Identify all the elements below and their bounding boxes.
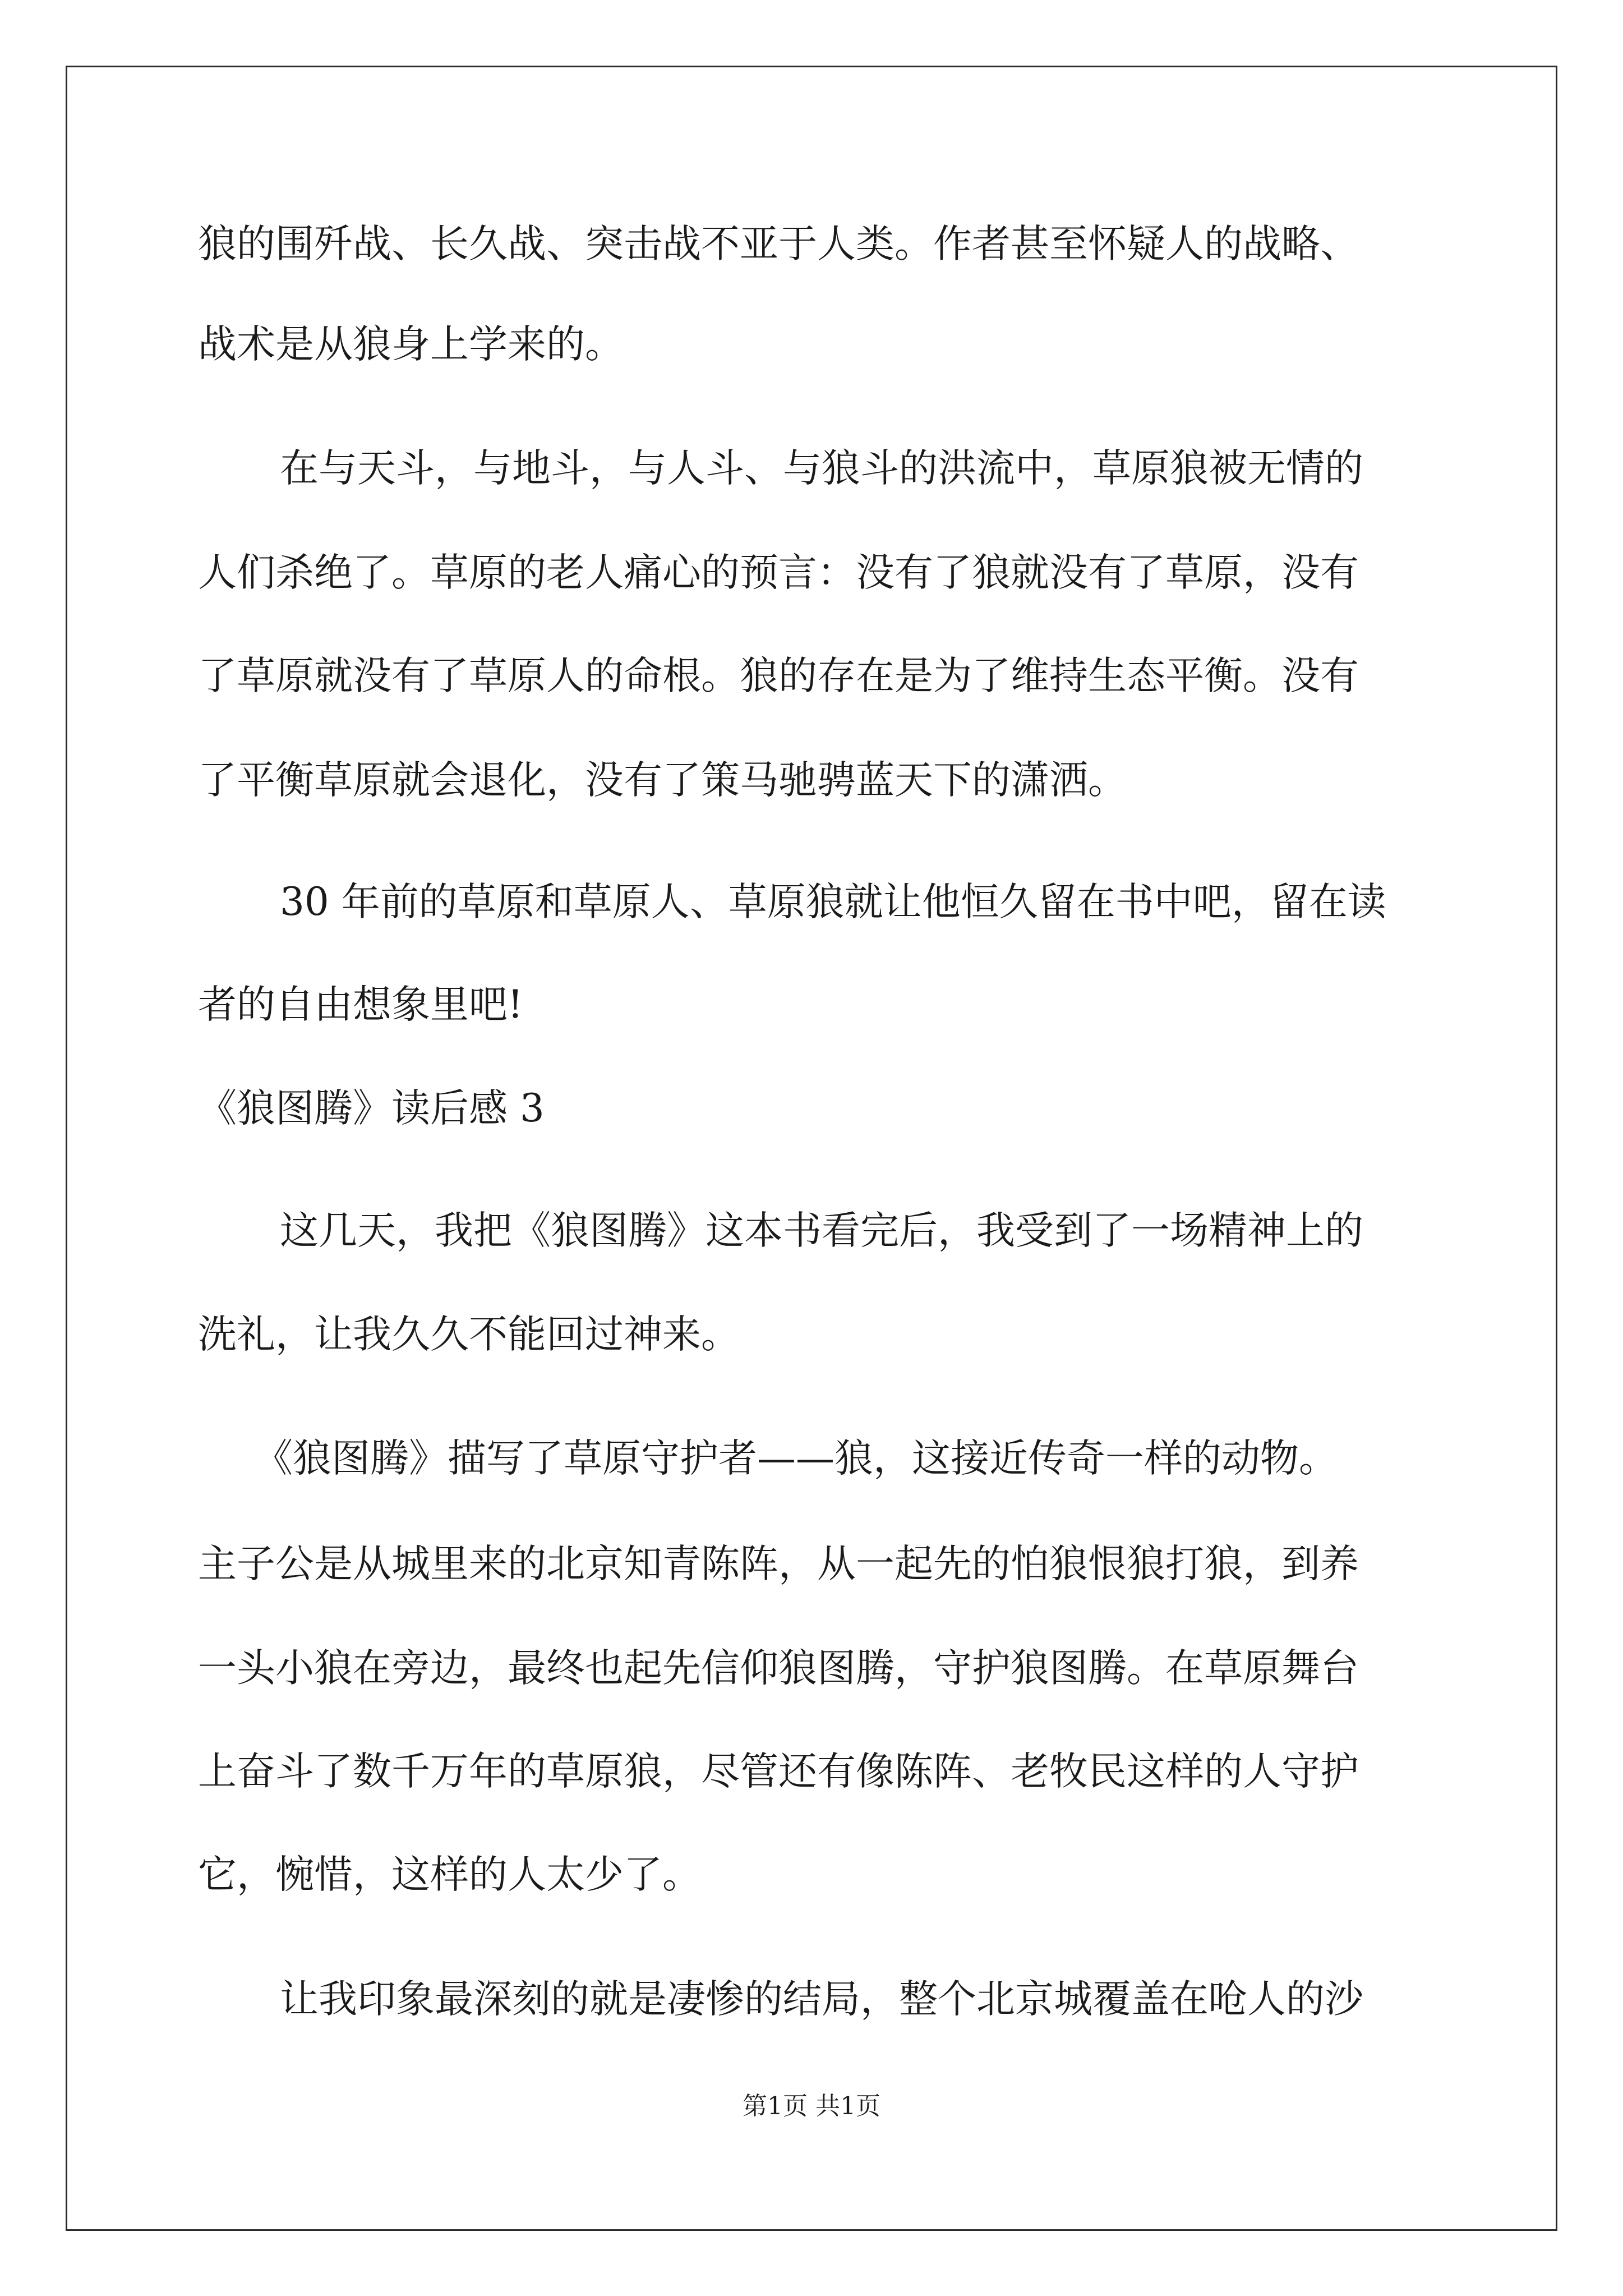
body-line: 它，惋惜，这样的人太少了。: [198, 1852, 701, 1897]
body-line: 主子公是从城里来的北京知青陈阵，从一起先的怕狼恨狼打狼，到养: [198, 1542, 1359, 1586]
paragraph-start-line: 《狼图腾》描写了草原守护者——狼，这接近传奇一样的动物。: [254, 1436, 1338, 1481]
paragraph-start-line: 这几天，我把《狼图腾》这本书看完后，我受到了一场精神上的: [280, 1208, 1363, 1253]
paragraph-start-line: 30 年前的草原和草原人、草原狼就让他恒久留在书中吧，留在读: [280, 880, 1386, 924]
paragraph-start-line: 在与天斗，与地斗，与人斗、与狼斗的洪流中，草原狼被无情的: [280, 446, 1363, 491]
body-line: 了草原就没有了草原人的命根。狼的存在是为了维持生态平衡。没有: [198, 654, 1359, 698]
body-line: 狼的围歼战、长久战、突击战不亚于人类。作者甚至怀疑人的战略、: [198, 222, 1359, 266]
body-line: 战术是从狼身上学来的。: [198, 322, 624, 367]
section-heading: 《狼图腾》读后感 3: [198, 1086, 545, 1131]
page-footer: 第1页 共1页: [743, 2092, 880, 2120]
body-line: 了平衡草原就会退化，没有了策马驰骋蓝天下的潇洒。: [198, 758, 1127, 803]
body-line: 洗礼，让我久久不能回过神来。: [198, 1312, 740, 1357]
body-line: 上奋斗了数千万年的草原狼，尽管还有像陈阵、老牧民这样的人守护: [198, 1749, 1359, 1794]
body-line: 人们杀绝了。草原的老人痛心的预言：没有了狼就没有了草原，没有: [198, 550, 1359, 595]
paragraph-start-line: 让我印象最深刻的就是凄惨的结局，整个北京城覆盖在呛人的沙: [280, 1977, 1363, 2022]
body-line: 一头小狼在旁边，最终也起先信仰狼图腾，守护狼图腾。在草原舞台: [198, 1646, 1359, 1691]
body-line: 者的自由想象里吧!: [198, 982, 523, 1027]
